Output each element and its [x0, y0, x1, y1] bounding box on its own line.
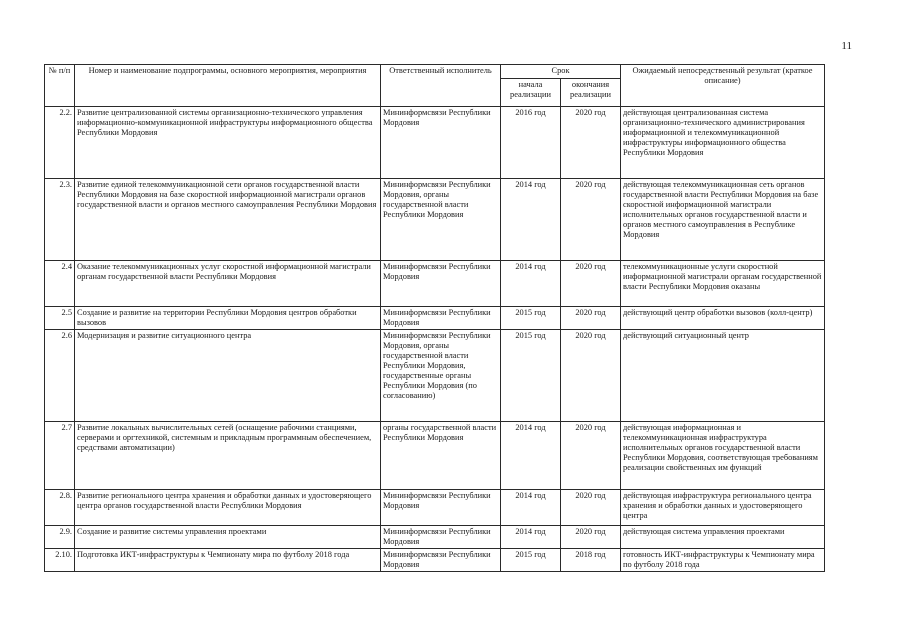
- row-end: 2020 год: [561, 307, 621, 330]
- row-end: 2020 год: [561, 490, 621, 526]
- row-executor: Мининформсвязи Республики Мордовия: [381, 549, 501, 572]
- row-num: 2.8.: [45, 490, 75, 526]
- row-start: 2016 год: [501, 107, 561, 179]
- row-num: 2.9.: [45, 526, 75, 549]
- row-name: Развитие централизованной системы организационно-технического управления информационно-коммуникационной инфраструктуры информационного общества Республики Мордовия: [75, 107, 381, 179]
- row-num: 2.3.: [45, 179, 75, 261]
- row-result: действующая инфраструктура регионального центра хранения и обработки данных и удостоверяющего центра: [621, 490, 825, 526]
- row-name: Оказание телекоммуникационных услуг скоростной информационной магистрали органам государственной власти Республики Мордовия: [75, 261, 381, 307]
- row-end: 2020 год: [561, 526, 621, 549]
- row-executor: Мининформсвязи Республики Мордовия: [381, 107, 501, 179]
- row-start: 2014 год: [501, 422, 561, 490]
- table-row: [45, 526, 825, 549]
- row-result: телекоммуникационные услуги скоростной информационной магистрали органам государственной власти Республики Мордовия оказаны: [621, 261, 825, 307]
- row-num: 2.7: [45, 422, 75, 490]
- row-end: 2018 год: [561, 549, 621, 572]
- header-term: Срок: [501, 65, 621, 79]
- row-name: Подготовка ИКТ-инфраструктуры к Чемпионату мира по футболу 2018 года: [75, 549, 381, 572]
- header-start: начала реализации: [501, 79, 561, 107]
- row-num: 2.2.: [45, 107, 75, 179]
- row-result: действующий центр обработки вызовов (колл-центр): [621, 307, 825, 330]
- table-row: [45, 549, 825, 572]
- row-result: действующая информационная и телекоммуникационная инфраструктура исполнительных органов государственной власти Республики Мордовия, соответствующая требованиям реализации свойственных им функций: [621, 422, 825, 490]
- row-executor: Мининформсвязи Республики Мордовия: [381, 490, 501, 526]
- row-start: 2015 год: [501, 307, 561, 330]
- row-result: готовность ИКТ-инфраструктуры к Чемпионату мира по футболу 2018 года: [621, 549, 825, 572]
- row-start: 2014 год: [501, 526, 561, 549]
- table-row: [45, 422, 825, 490]
- row-name: Развитие регионального центра хранения и обработки данных и удостоверяющего центра органов государственной власти Республики Мордовия: [75, 490, 381, 526]
- row-end: 2020 год: [561, 261, 621, 307]
- row-start: 2015 год: [501, 549, 561, 572]
- row-start: 2014 год: [501, 179, 561, 261]
- row-end: 2020 год: [561, 330, 621, 422]
- row-num: 2.4: [45, 261, 75, 307]
- row-num: 2.6: [45, 330, 75, 422]
- row-result: действующий ситуационный центр: [621, 330, 825, 422]
- table-row: [45, 330, 825, 422]
- page-number: 11: [841, 40, 852, 52]
- row-start: 2014 год: [501, 261, 561, 307]
- activities-table: [44, 64, 825, 572]
- row-num: 2.10.: [45, 549, 75, 572]
- row-executor: органы государственной власти Республики Мордовия: [381, 422, 501, 490]
- row-end: 2020 год: [561, 422, 621, 490]
- header-end: окончания реализации: [561, 79, 621, 107]
- row-name: Создание и развитие на территории Республики Мордовия центров обработки вызовов: [75, 307, 381, 330]
- row-executor: Мининформсвязи Республики Мордовия: [381, 526, 501, 549]
- row-result: действующая централизованная система организационно-технического администрирования информационной и телекоммуникационной инфраструктуры информационного общества Республики Мордовия: [621, 107, 825, 179]
- row-name: Создание и развитие системы управления проектами: [75, 526, 381, 549]
- header-name: Номер и наименование подпрограммы, основного мероприятия, мероприятия: [75, 65, 381, 107]
- header-executor: Ответственный исполнитель: [381, 65, 501, 107]
- header-result: Ожидаемый непосредственный результат (краткое описание): [621, 65, 825, 107]
- row-num: 2.5: [45, 307, 75, 330]
- row-executor: Мининформсвязи Республики Мордовия: [381, 307, 501, 330]
- row-executor: Мининформсвязи Республики Мордовия, органы государственной власти Республики Мордовия: [381, 179, 501, 261]
- row-result: действующая система управления проектами: [621, 526, 825, 549]
- header-num: № п/п: [45, 65, 75, 107]
- row-end: 2020 год: [561, 179, 621, 261]
- table-row: [45, 490, 825, 526]
- row-start: 2015 год: [501, 330, 561, 422]
- row-name: Развитие локальных вычислительных сетей (оснащение рабочими станциями, серверами и оргтехникой, системным и прикладным программным обеспечением, средствами автоматизации): [75, 422, 381, 490]
- row-result: действующая телекоммуникационная сеть органов государственной власти Республики Мордовия на базе скоростной информационной магистрали исполнительных органов государственной власти и органов местного самоуправления в Республике Мордовия: [621, 179, 825, 261]
- table-header-row: [45, 65, 825, 79]
- row-name: Модернизация и развитие ситуационного центра: [75, 330, 381, 422]
- row-start: 2014 год: [501, 490, 561, 526]
- table-row: [45, 307, 825, 330]
- table-row: [45, 107, 825, 179]
- row-end: 2020 год: [561, 107, 621, 179]
- table-row: [45, 261, 825, 307]
- row-executor: Мининформсвязи Республики Мордовия, органы государственной власти Республики Мордовия, государственные органы Республики Мордовия (по согласованию): [381, 330, 501, 422]
- row-name: Развитие единой телекоммуникационной сети органов государственной власти Республики Мордовия на базе скоростной информационной магистрали органов государственной власти и органов местного самоуправления Республики Мордовия: [75, 179, 381, 261]
- row-executor: Мининформсвязи Республики Мордовия: [381, 261, 501, 307]
- table-row: [45, 179, 825, 261]
